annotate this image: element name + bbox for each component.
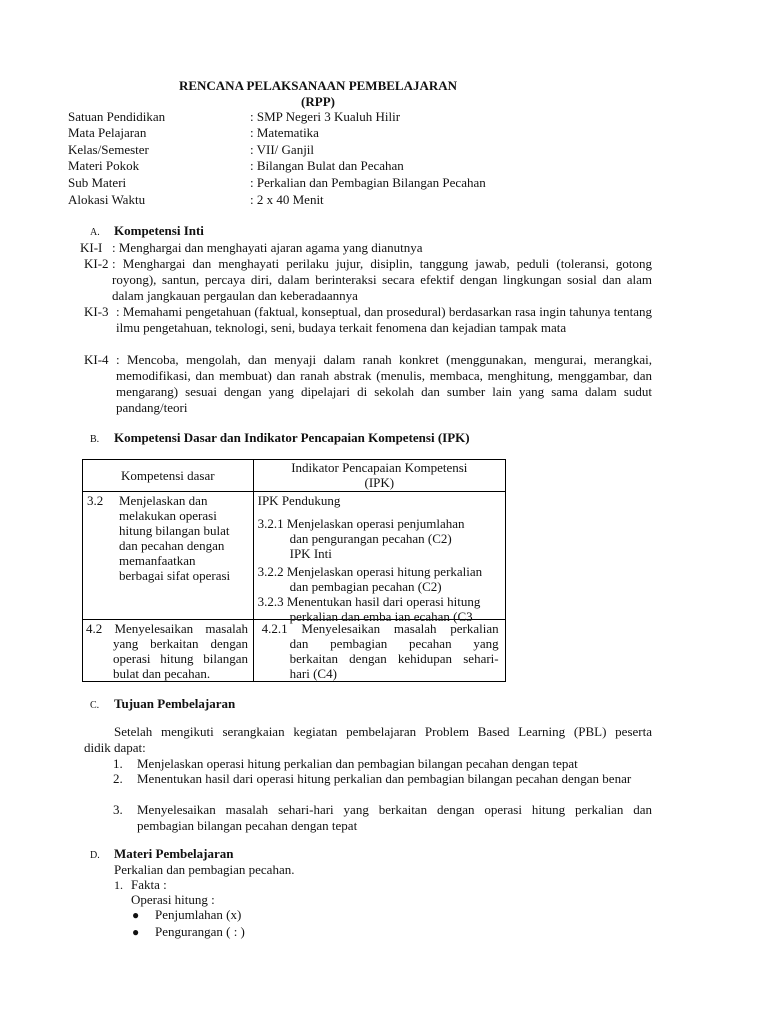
table-header-cell bbox=[83, 460, 254, 492]
identity-label: Materi Pokok bbox=[68, 158, 140, 173]
objective-number: 2. bbox=[113, 771, 123, 786]
identity-row bbox=[68, 142, 628, 158]
ki-text: : Menghargai dan menghayati perilaku jujur, disiplin, tanggung jawab, peduli (toleransi, gotong royong), santun, percaya diri, dalam berinteraksi secara efektif dengan lingkungan sosial dan alam dalam jangkauan pergaulan dan keberadaannya bbox=[112, 256, 652, 303]
kd-cell bbox=[83, 620, 254, 682]
section-c-letter: C. bbox=[90, 700, 100, 711]
kd-line: 4.2 Menyelesaikan masalah bbox=[86, 621, 248, 636]
operasi-label: Operasi hitung : bbox=[131, 892, 215, 907]
table-row bbox=[83, 492, 506, 620]
identity-value: : 2 x 40 Menit bbox=[250, 192, 324, 207]
kd-line: melakukan operasi bbox=[119, 508, 217, 523]
objective-text: Menentukan hasil dari operasi hitung perkalian dan pembagian bilangan pecahan dengan benar bbox=[137, 771, 632, 786]
ipk-pendukung-label: IPK Pendukung bbox=[257, 493, 341, 508]
objectives-intro: Setelah mengikuti serangkaian kegiatan pembelajaran Problem Based Learning (PBL) peserta bbox=[114, 724, 652, 739]
ki-item bbox=[80, 240, 652, 256]
identity-row bbox=[68, 192, 628, 208]
ki-item bbox=[84, 352, 652, 416]
kd-line: Menjelaskan dan bbox=[119, 493, 208, 508]
objective-number: 1. bbox=[113, 756, 123, 771]
ipk-item: 4.2.1 Menyelesaikan masalah perkalian bbox=[261, 621, 499, 636]
ipk-item-cont: dan pembagian pecahan (C2) bbox=[289, 579, 442, 594]
kd-line: dan pecahan dengan bbox=[119, 538, 225, 553]
identity-value: : Bilangan Bulat dan Pecahan bbox=[250, 158, 404, 173]
ki-text: : Memahami pengetahuan (faktual, konseptual, dan prosedural) berdasarkan rasa ingin tahunya tentang ilmu pengetahuan, teknologi, seni, budaya terkait fenomena dan kejadian tampak mata bbox=[116, 304, 652, 335]
table-header-row bbox=[83, 460, 506, 492]
identity-label: Sub Materi bbox=[68, 175, 127, 190]
objective-text: Menjelaskan operasi hitung perkalian dan pembagian bilangan pecahan dengan tepat bbox=[137, 756, 578, 771]
materi-intro: Perkalian dan pembagian pecahan. bbox=[114, 862, 295, 877]
ipk-cell bbox=[253, 620, 505, 682]
kd-line: bulat dan pecahan. bbox=[113, 666, 211, 681]
identity-row bbox=[68, 109, 628, 125]
kd-cell bbox=[83, 492, 254, 620]
identity-row bbox=[68, 175, 628, 191]
identity-label: Satuan Pendidikan bbox=[68, 109, 166, 124]
bullet-item: Penjumlahan (x) bbox=[155, 907, 242, 922]
section-b-title: Kompetensi Dasar dan Indikator Pencapaian Kompetensi (IPK) bbox=[114, 430, 470, 445]
document-title: RENCANA PELAKSANAAN PEMBELAJARAN bbox=[178, 78, 458, 93]
table-header-cell bbox=[253, 460, 505, 492]
bullet-icon: ● bbox=[132, 925, 140, 939]
section-c-title: Tujuan Pembelajaran bbox=[114, 696, 236, 711]
header-ipk-line1: Indikator Pencapaian Kompetensi bbox=[291, 460, 468, 475]
section-a-title: Kompetensi Inti bbox=[114, 223, 204, 238]
objective-text: Menyelesaikan masalah sehari-hari yang berkaitan dengan operasi hitung perkalian dan pembagian bilangan pecahan dengan tepat bbox=[137, 802, 652, 833]
ipk-item-cont: dan pembagian pecahan yang bbox=[289, 636, 499, 651]
ipk-item-cont: berkaitan dengan kehidupan sehari- bbox=[289, 651, 499, 666]
kd-line: memanfaatkan bbox=[119, 553, 196, 568]
objectives-intro-cont: didik dapat: bbox=[84, 740, 146, 755]
ki-code: KI-3 bbox=[84, 304, 109, 319]
fakta-label: Fakta : bbox=[131, 877, 167, 892]
objective-number: 3. bbox=[113, 802, 123, 817]
ipk-item: 3.2.1 Menjelaskan operasi penjumlahan bbox=[257, 516, 465, 531]
identity-value: : VII/ Ganjil bbox=[250, 142, 315, 157]
identity-label: Kelas/Semester bbox=[68, 142, 149, 157]
kd-line: berbagai sifat operasi bbox=[119, 568, 231, 583]
header-kompetensi-dasar: Kompetensi dasar bbox=[121, 468, 215, 483]
ipk-item-cont: perkalian dan emba ian ecahan (C3 bbox=[289, 609, 473, 624]
document-subtitle: (RPP) bbox=[301, 94, 335, 109]
ipk-item: 3.2.3 Menentukan hasil dari operasi hitung bbox=[257, 594, 481, 609]
ki-code: KI-I bbox=[80, 240, 103, 255]
ki-item bbox=[84, 304, 652, 336]
ipk-item-cont: dan pengurangan pecahan (C2) bbox=[289, 531, 452, 546]
kd-line: operasi hitung bilangan bbox=[113, 651, 248, 666]
ipk-cell bbox=[253, 492, 505, 624]
section-b-letter: B. bbox=[90, 434, 100, 445]
competency-table bbox=[82, 459, 506, 682]
section-d-letter: D. bbox=[90, 850, 100, 861]
identity-value: : SMP Negeri 3 Kualuh Hilir bbox=[250, 109, 401, 124]
ki-item bbox=[84, 256, 652, 304]
ki-code: KI-4 bbox=[84, 352, 109, 367]
ipk-inti-label: IPK Inti bbox=[289, 546, 332, 561]
table-row bbox=[83, 620, 506, 682]
fakta-number: 1. bbox=[114, 878, 123, 892]
ipk-item-cont: hari (C4) bbox=[289, 666, 337, 681]
ki-code: KI-2 bbox=[84, 256, 109, 271]
identity-row bbox=[68, 125, 628, 141]
kd-line: yang berkaitan dengan bbox=[113, 636, 248, 651]
identity-value: : Perkalian dan Pembagian Bilangan Pecahan bbox=[250, 175, 486, 190]
section-a-letter: A. bbox=[90, 227, 100, 238]
kd-line: hitung bilangan bulat bbox=[119, 523, 230, 538]
identity-value: : Matematika bbox=[250, 125, 319, 140]
bullet-item: Pengurangan ( : ) bbox=[155, 924, 245, 939]
ki-text: : Menghargai dan menghayati ajaran agama yang dianutnya bbox=[112, 240, 423, 255]
ipk-item: 3.2.2 Menjelaskan operasi hitung perkalian bbox=[257, 564, 483, 579]
identity-label: Alokasi Waktu bbox=[68, 192, 146, 207]
bullet-icon: ● bbox=[132, 908, 140, 922]
kd-number: 3.2 bbox=[87, 493, 104, 508]
identity-label: Mata Pelajaran bbox=[68, 125, 147, 140]
ki-text: : Mencoba, mengolah, dan menyaji dalam ranah konkret (menggunakan, mengurai, merangkai, memodifikasi, dan membuat) dan ranah abstrak (menulis, membaca, menghitung, menggambar, dan mengarang) sesuai dengan yang dipelajari di sekolah dan sumber lain yang sama dalam sudut pandang/teori bbox=[116, 352, 652, 415]
header-ipk-line2: (IPK) bbox=[364, 475, 395, 490]
identity-row bbox=[68, 158, 628, 174]
section-d-title: Materi Pembelajaran bbox=[114, 846, 234, 861]
